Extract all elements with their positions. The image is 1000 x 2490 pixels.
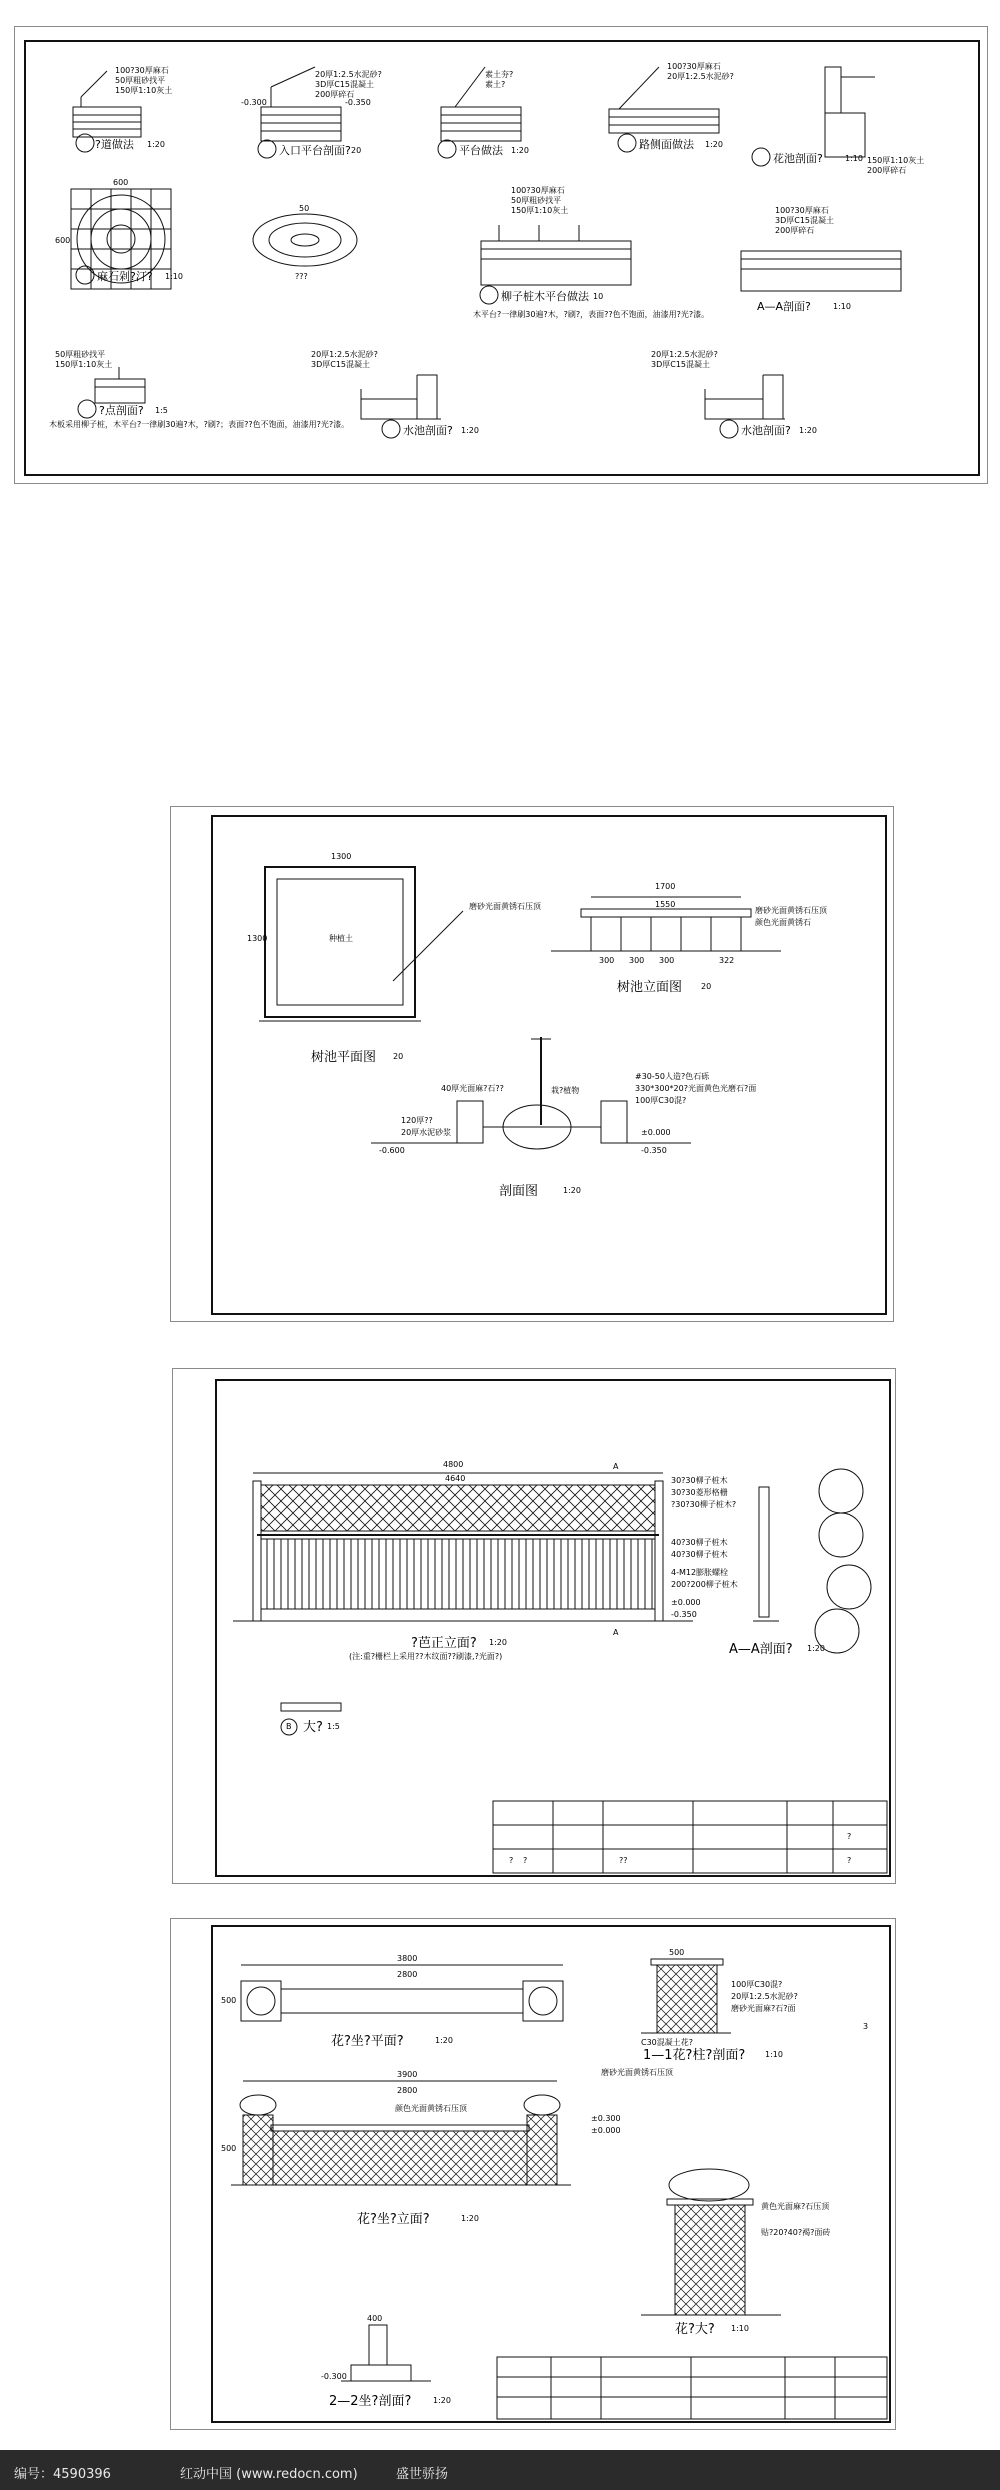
callout-label: 30?30柳子桩木 <box>671 1476 728 1485</box>
detail-7-title: 柳子桩木平台做法 <box>501 290 589 303</box>
annotation: 100厚C30混? <box>635 1096 687 1105</box>
dimension-text: 322 <box>719 956 735 965</box>
detail-5-title: 花池剖面? <box>773 152 823 165</box>
drawing-sheet-4 <box>170 1918 896 2430</box>
section-mark: A <box>613 1462 619 1471</box>
detail-b-num: B <box>286 1722 292 1731</box>
fence-section-scale: 1:20 <box>807 1644 825 1653</box>
annotation: 20厚水泥砂浆 <box>401 1128 452 1137</box>
layer-note: 20厚1:2.5水泥砂? <box>651 350 718 359</box>
planter-detail-title: 花?大? <box>675 2322 715 2337</box>
inner-width-dim: 4640 <box>445 1474 466 1483</box>
dimension-text: 3 <box>863 2022 869 2031</box>
callout-label: 40?30柳子桩木 <box>671 1538 728 1547</box>
callout-label: 200?200柳子桩木 <box>671 1580 738 1589</box>
dimension-text: 500 <box>221 2144 237 2153</box>
dimension-text: 3900 <box>397 2070 418 2079</box>
planter-bench-plan-title: 花?坐?平面? <box>331 2034 404 2049</box>
dimension-text: 400 <box>367 2314 383 2323</box>
fence-section-title: A—A剖面? <box>729 1642 793 1657</box>
dimension-text: 2800 <box>397 1970 418 1979</box>
titleblock-cell: ? <box>847 1856 852 1865</box>
author-label: 盛世骄扬 <box>396 2467 449 2482</box>
layer-note: 150厚1:10灰土 <box>867 156 925 165</box>
detail-1-scale: 1:20 <box>147 140 165 149</box>
section-1-1-title: 1—1花?柱?剖面? <box>643 2048 746 2063</box>
layer-note: 50厚粗砂找平 <box>55 350 106 359</box>
tree-pit-plan-scale: 20 <box>393 1052 404 1061</box>
layer-note: 20厚1:2.5水泥砂? <box>315 70 382 79</box>
layer-note: 200厚碎石 <box>775 226 815 235</box>
elevation-label: -0.350 <box>345 98 371 107</box>
detail-7-scale: 10 <box>593 292 604 301</box>
layer-note: 素土夯? <box>485 70 514 79</box>
layer-note: 200厚碎石 <box>315 90 355 99</box>
annotation: 120厚?? <box>401 1116 433 1125</box>
detail-5-scale: 1:10 <box>845 154 863 163</box>
titleblock-cell: ? <box>509 1856 514 1865</box>
elevation-label: -0.350 <box>671 1610 697 1619</box>
section-2-2-scale: 1:20 <box>433 2396 451 2405</box>
annotation: 20厚1:2.5水泥砂? <box>731 1992 798 2001</box>
annotation: 颜色光面黄锈石压顶 <box>395 2104 467 2113</box>
dimension-text: 600 <box>55 236 71 245</box>
section-2-2-title: 2—2坐?剖面? <box>329 2394 412 2409</box>
dimension-text: 500 <box>669 1948 685 1957</box>
tree-pit-elevation-title: 树池立面图 <box>617 980 683 995</box>
planter-bench-plan-scale: 1:20 <box>435 2036 453 2045</box>
detail-aa-title: A—A剖面? <box>757 300 811 313</box>
annotation: 颜色光面黄锈石 <box>755 918 811 927</box>
detail-9-title: 水池剖面? <box>741 424 791 437</box>
sheet-2-linework <box>171 807 893 1321</box>
section-title: 剖面图 <box>499 1184 539 1199</box>
construction-remark: 木平台?一律刷30遍?木，?刷?，表面??色不饱面，油漆用?光?漆。 <box>473 310 710 319</box>
layer-note: 50厚粗砂找平 <box>115 76 166 85</box>
dimension-text: 3800 <box>397 1954 418 1963</box>
fence-elevation-scale: 1:20 <box>489 1638 507 1647</box>
layer-note: 3D厚C15混凝土 <box>775 216 835 225</box>
layer-note: 50厚粗砂找平 <box>511 196 562 205</box>
detail-9-scale: 1:20 <box>799 426 817 435</box>
layer-note: 3D厚C15混凝土 <box>315 80 375 89</box>
layer-note: 100?30厚麻石 <box>115 66 169 75</box>
annotation: 栽?植物 <box>551 1086 580 1095</box>
planting-soil-label: 种植土 <box>329 934 353 943</box>
dimension-text: 1300 <box>331 852 352 861</box>
detail-4-title: 路侧面做法 <box>639 138 694 151</box>
elevation-label: -0.600 <box>379 1146 405 1155</box>
dimension-text: 50 <box>299 204 310 213</box>
overall-width-dim: 4800 <box>443 1460 464 1469</box>
detail-6-title: 麻石剁?汀? <box>97 270 153 283</box>
tree-pit-plan-title: 树池平面图 <box>311 1050 377 1065</box>
tree-pit-elevation-scale: 20 <box>701 982 712 991</box>
dimension-text: 2800 <box>397 2086 418 2095</box>
dimension-text: ??? <box>295 272 308 281</box>
dimension-text: 300 <box>599 956 615 965</box>
drawing-sheet-3 <box>172 1368 896 1884</box>
layer-note: 100?30厚麻石 <box>667 62 721 71</box>
detail-1-title: ?道做法 <box>95 138 134 151</box>
detail-b-scale: 1:5 <box>327 1722 340 1731</box>
detail-2-scale: 20 <box>351 146 362 155</box>
section-scale: 1:20 <box>563 1186 581 1195</box>
annotation: 黄色光面麻?石压顶 <box>761 2202 830 2211</box>
layer-note: 20厚1:2.5水泥砂? <box>311 350 378 359</box>
callout-label: 30?30菱形格栅 <box>671 1488 728 1497</box>
detail-8-title: 水池剖面? <box>403 424 453 437</box>
planter-bench-elevation-title: 花?坐?立面? <box>357 2212 430 2227</box>
watermark-footer <box>0 2450 1000 2490</box>
layer-note: 100?30厚麻石 <box>775 206 829 215</box>
annotation: 磨砂光面黄锈石压顶 <box>755 906 827 915</box>
dimension-text: 1300 <box>247 934 268 943</box>
detail-2-title: 入口平台剖面? <box>279 144 351 157</box>
detail-3-title: 平台做法 <box>459 144 503 157</box>
dimension-text: 300 <box>659 956 675 965</box>
layer-note: 3D厚C15混凝土 <box>311 360 371 369</box>
annotation: #30-50人造?色石砾 <box>635 1072 710 1081</box>
site-link[interactable]: 红动中国 (www.redocn.com) <box>180 2467 358 2482</box>
fence-note: (注:重?栅栏上采用??木纹面??刷漆,?光面?) <box>349 1652 503 1661</box>
sheet-3-linework <box>173 1369 895 1883</box>
titleblock-cell: ?? <box>619 1856 628 1865</box>
annotation: 磨砂光面麻?石?面 <box>731 2004 796 2013</box>
layer-note: 200厚碎石 <box>867 166 907 175</box>
detail-4-scale: 1:20 <box>705 140 723 149</box>
detail-8-scale: 1:20 <box>461 426 479 435</box>
planter-detail-scale: 1:10 <box>731 2324 749 2333</box>
callout-label: ?30?30柳子桩木? <box>671 1500 737 1509</box>
section-1-1-scale: 1:10 <box>765 2050 783 2059</box>
elevation-label: -0.300 <box>321 2372 347 2381</box>
dimension-text: 1550 <box>655 900 676 909</box>
detail-b-title: 大? <box>303 1720 323 1735</box>
image-id-label: 编号：4590396 <box>14 2467 111 2482</box>
section-mark: A <box>613 1628 619 1637</box>
annotation: 100厚C30混? <box>731 1980 783 1989</box>
drawing-sheet-1 <box>14 26 988 484</box>
elevation-label: -0.300 <box>241 98 267 107</box>
dimension-text: 1700 <box>655 882 676 891</box>
annotation: 磨砂光面黄锈石压顶 <box>469 902 541 911</box>
annotation: 40厚光面麻?石?? <box>441 1084 504 1093</box>
detail-a-title: ?点剖面? <box>99 404 144 417</box>
detail-6-scale: 1:10 <box>165 272 183 281</box>
elevation-label: ±0.300 <box>591 2114 621 2123</box>
detail-aa-scale: 1:10 <box>833 302 851 311</box>
layer-note: 150厚1:10灰土 <box>55 360 113 369</box>
annotation: 磨砂光面黄锈石压顶 <box>601 2068 673 2077</box>
elevation-label: ±0.000 <box>641 1128 671 1137</box>
elevation-label: ±0.000 <box>671 1598 701 1607</box>
layer-note: 3D厚C15混凝土 <box>651 360 711 369</box>
construction-remark: 木板采用柳子桩，木平台?一律刷30遍?木，?刷?；表面??色不饱面，油漆用?光?漆。 <box>49 420 350 429</box>
callout-label: 40?30柳子桩木 <box>671 1550 728 1559</box>
layer-note: 150厚1:10灰土 <box>115 86 173 95</box>
planter-bench-elevation-scale: 1:20 <box>461 2214 479 2223</box>
layer-note: 100?30厚麻石 <box>511 186 565 195</box>
annotation: 330*300*20?光面黄色光磨石?面 <box>635 1084 757 1093</box>
elevation-label: ±0.000 <box>591 2126 621 2135</box>
titleblock-cell: ? <box>847 1832 852 1841</box>
layer-note: 素土? <box>485 80 506 89</box>
layer-note: 150厚1:10灰土 <box>511 206 569 215</box>
dimension-text: 300 <box>629 956 645 965</box>
annotation: 贴?20?40?褐?面砖 <box>761 2228 831 2237</box>
annotation: C30混凝土花? <box>641 2038 694 2047</box>
drawing-sheet-2 <box>170 806 894 1322</box>
detail-3-scale: 1:20 <box>511 146 529 155</box>
detail-a-scale: 1:5 <box>155 406 168 415</box>
layer-note: 20厚1:2.5水泥砂? <box>667 72 734 81</box>
fence-elevation-title: ?芭正立面? <box>411 1636 477 1651</box>
titleblock-cell: ? <box>523 1856 528 1865</box>
elevation-label: -0.350 <box>641 1146 667 1155</box>
dimension-text: 500 <box>221 1996 237 2005</box>
dimension-text: 600 <box>113 178 129 187</box>
callout-label: 4-M12膨胀螺栓 <box>671 1568 729 1577</box>
